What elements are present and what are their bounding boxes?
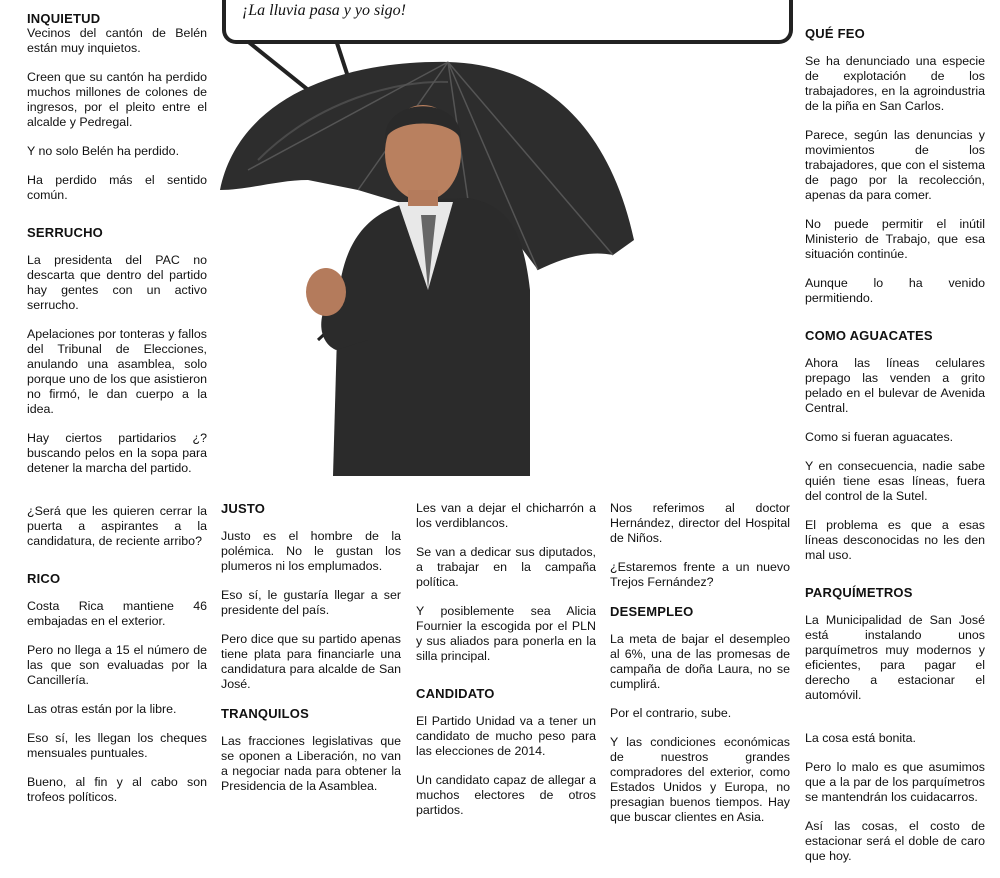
paragraph: Como si fueran aguacates. xyxy=(805,430,954,444)
heading-inquietud: INQUIETUD xyxy=(27,11,101,26)
paragraph: La presidenta del PAC no descarta que dentro del partido hay gentes con un activo serrucho. xyxy=(27,253,207,312)
paragraph: Un candidato capaz de allegar a muchos electores de otros partidos. xyxy=(416,773,596,817)
paragraph: Vecinos del cantón de Belén están muy inquietos. xyxy=(27,26,207,55)
paragraph: Eso sí, les llegan los cheques mensuales puntuales. xyxy=(27,731,207,760)
paragraph: Ahora las líneas celulares prepago las venden a grito pelado en el bulevar de Avenida Central. xyxy=(805,356,985,415)
speech-text: ¡La lluvia pasa y yo sigo! xyxy=(242,2,406,19)
paragraph: La meta de bajar el desempleo al 6%, una de las promesas de campaña de doña Laura, no se cumplirá. xyxy=(610,632,790,691)
paragraph: Ha perdido más el sentido común. xyxy=(27,173,207,202)
paragraph: Pero dice que su partido apenas tiene plata para financiarle una candidatura para alcalde de San José. xyxy=(221,632,401,691)
paragraph: El problema es que a esas líneas desconocidas no les den mal uso. xyxy=(805,518,985,562)
paragraph: Aunque lo ha venido permitiendo. xyxy=(805,276,985,305)
paragraph: Costa Rica mantiene 46 embajadas en el exterior. xyxy=(27,599,207,628)
paragraph: Por el contrario, sube. xyxy=(610,706,732,720)
paragraph: La Municipalidad de San José está instalando unos parquímetros muy modernos y eficientes, para pagar el derecho a estacionar el automóvil. xyxy=(805,613,985,702)
paragraph: Se ha denunciado una especie de explotación de los trabajadores, en la agroindustria de la piña en San Carlos. xyxy=(805,54,985,113)
paragraph: Pero no llega a 15 el número de las que son evaluadas por la Cancillería. xyxy=(27,643,207,687)
paragraph: Eso sí, le gustaría llegar a ser presidente del país. xyxy=(221,588,401,617)
paragraph: Pero lo malo es que asumimos que a la par de los parquímetros se mantendrán los cuidacarros. xyxy=(805,760,985,804)
paragraph: Y las condiciones económicas de nuestros grandes compradores del exterior, como Estados Unidos y Europa, no presagian buenos tiempos. Hay que buscar clientes en Asia. xyxy=(610,735,790,824)
man-with-umbrella-photo xyxy=(218,40,640,476)
paragraph: ¿Estaremos frente a un nuevo Trejos Fernández? xyxy=(610,560,790,589)
paragraph: Y en consecuencia, nadie sabe quién tiene esas líneas, fuera del control de la Sutel. xyxy=(805,459,985,503)
column-2 xyxy=(221,501,401,808)
heading-candidato: CANDIDATO xyxy=(416,686,495,701)
heading-parquimetros: PARQUÍMETROS xyxy=(805,585,913,600)
paragraph: Las fracciones legislativas que se oponen a Liberación, no van a negociar nada para obtener la Presidencia de la Asamblea. xyxy=(221,734,401,793)
paragraph: Las otras están por la libre. xyxy=(27,702,177,716)
speech-bubble xyxy=(222,0,793,44)
paragraph: No puede permitir el inútil Ministerio de Trabajo, que esa situación continúe. xyxy=(805,217,985,261)
paragraph: Y no solo Belén ha perdido. xyxy=(27,144,180,158)
column-1 xyxy=(27,11,207,819)
paragraph: Nos referimos al doctor Hernández, director del Hospital de Niños. xyxy=(610,501,790,545)
heading-rico: RICO xyxy=(27,571,61,586)
heading-tranquilos: TRANQUILOS xyxy=(221,706,309,721)
paragraph: Parece, según las denuncias y movimientos de los trabajadores, que con el sistema de pago por la recolección, apenas da para comer. xyxy=(805,128,985,202)
heading-desempleo: DESEMPLEO xyxy=(610,604,694,619)
hand xyxy=(306,268,346,316)
paragraph: Y posiblemente sea Alicia Fournier la escogida por el PLN y sus aliados para ponerla en la silla principal. xyxy=(416,604,596,663)
paragraph: Apelaciones por tonteras y fallos del Tribunal de Elecciones, anulando una asamblea, solo porque uno de los que asistieron no firmó, le dan cuerpo a la idea. xyxy=(27,327,207,416)
column-4 xyxy=(610,501,790,839)
paragraph: La cosa está bonita. xyxy=(805,731,916,745)
heading-serrucho: SERRUCHO xyxy=(27,225,103,240)
paragraph: Justo es el hombre de la polémica. No le gustan los plumeros ni los emplumados. xyxy=(221,529,401,573)
column-3 xyxy=(416,501,596,832)
heading-que-feo: QUÉ FEO xyxy=(805,26,865,41)
column-5 xyxy=(805,26,985,878)
paragraph: El Partido Unidad va a tener un candidato de mucho peso para las elecciones de 2014. xyxy=(416,714,596,758)
heading-como-aguacates: COMO AGUACATES xyxy=(805,328,933,343)
paragraph: Les van a dejar el chicharrón a los verdiblancos. xyxy=(416,501,596,530)
paragraph: Creen que su cantón ha perdido muchos millones de colones de ingresos, por el pleito entre el alcalde y Pedregal. xyxy=(27,70,207,129)
paragraph: Así las cosas, el costo de estacionar será el doble de caro que hoy. xyxy=(805,819,985,863)
paragraph: Bueno, al fin y al cabo son trofeos políticos. xyxy=(27,775,207,804)
paragraph: Hay ciertos partidarios ¿? buscando pelos en la sopa para detener la marcha del partido. xyxy=(27,431,207,475)
paragraph: ¿Será que les quieren cerrar la puerta a aspirantes a la candidatura, de reciente arribo? xyxy=(27,504,207,548)
heading-justo: JUSTO xyxy=(221,501,266,516)
paragraph: Se van a dedicar sus diputados, a trabajar en la campaña política. xyxy=(416,545,596,589)
